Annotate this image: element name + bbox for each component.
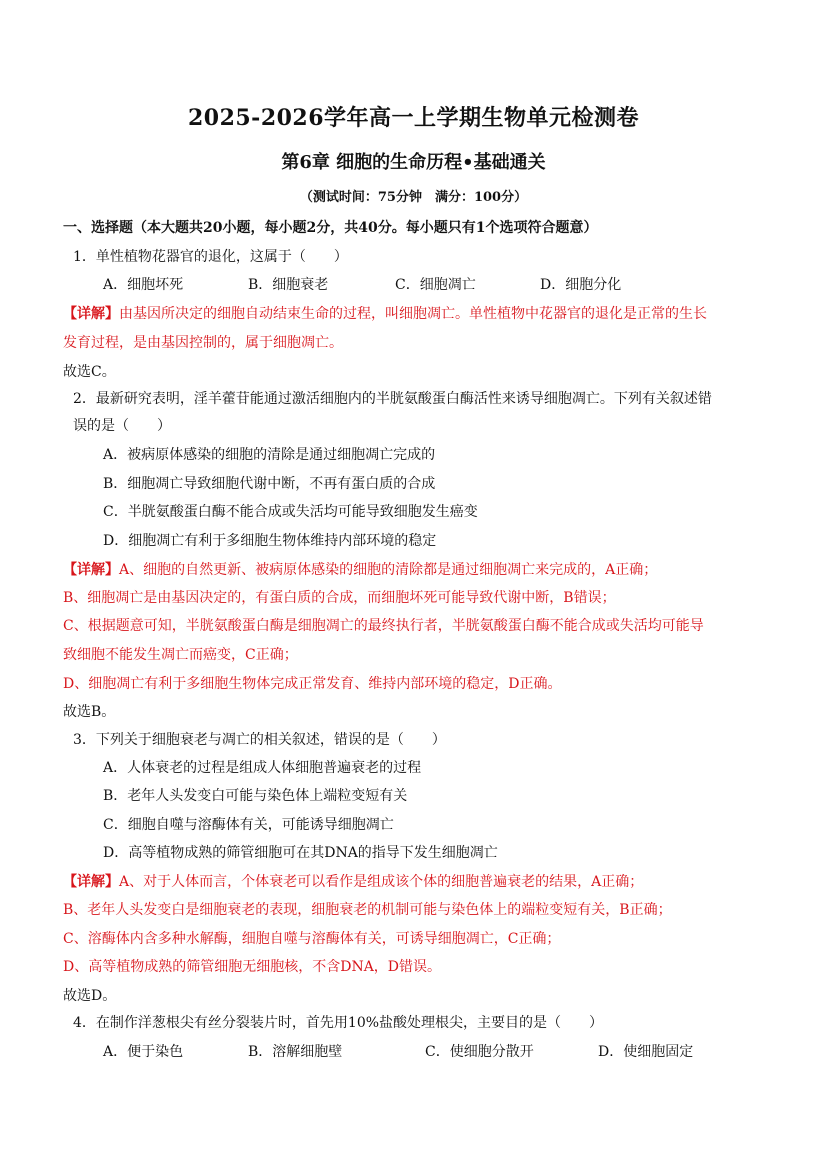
test-info: （测试时间：75分钟 满分：100分） [299, 190, 528, 205]
q1-stem: 1．单性植物花器官的退化，这属于（ ） [73, 249, 348, 265]
analysis-tag: 【详解】 [63, 562, 119, 578]
q3-option-b: B．老年人头发变白可能与染色体上端粒变短有关 [103, 788, 408, 804]
q4-option-a: A．便于染色 [103, 1044, 184, 1060]
q4-option-b: B．溶解细胞壁 [248, 1044, 343, 1060]
q3-answer: 故选D。 [63, 988, 117, 1004]
q3-analysis-line-3: C、溶酶体内含多种水解酶，细胞自噬与溶酶体有关，可诱导细胞凋亡，C正确； [63, 931, 561, 947]
analysis-tag: 【详解】 [63, 874, 119, 890]
q1-analysis-line-1: 【详解】由基因所决定的细胞自动结束生命的过程，叫细胞凋亡。单性植物中花器官的退化是正常的生长 [63, 306, 707, 322]
q1-option-a: A．细胞坏死 [103, 277, 184, 293]
analysis-tag: 【详解】 [63, 306, 119, 322]
q3-option-a: A．人体衰老的过程是组成人体细胞普遍衰老的过程 [103, 760, 422, 776]
q4-stem: 4．在制作洋葱根尖有丝分裂装片时，首先用10%盐酸处理根尖，主要目的是（ ） [73, 1015, 604, 1031]
section-heading: 一、选择题（本大题共20小题，每小题2分，共40分。每小题只有1个选项符合题意） [63, 220, 598, 236]
q2-option-d: D．细胞凋亡有利于多细胞生物体维持内部环境的稳定 [103, 533, 437, 549]
q2-analysis-line-3: C、根据题意可知，半胱氨酸蛋白酶是细胞凋亡的最终执行者，半胱氨酸蛋白酶不能合成或失活均可能导 [63, 618, 704, 634]
q1-option-d: D．细胞分化 [540, 277, 622, 293]
q2-analysis-line-1: 【详解】A、细胞的自然更新、被病原体感染的细胞的清除都是通过细胞凋亡来完成的，A正确； [63, 562, 658, 578]
q3-option-d: D．高等植物成熟的筛管细胞可在其DNA的指导下发生细胞凋亡 [103, 845, 498, 861]
q3-analysis-line-2: B、老年人头发变白是细胞衰老的表现，细胞衰老的机制可能与染色体上的端粒变短有关，B正确； [63, 902, 672, 918]
q3-option-c: C．细胞自噬与溶酶体有关，可能诱导细胞凋亡 [103, 817, 394, 833]
q2-option-a: A．被病原体感染的细胞的清除是通过细胞凋亡完成的 [103, 447, 436, 463]
q2-answer: 故选B。 [63, 704, 116, 720]
q4-option-c: C．使细胞分散开 [425, 1044, 534, 1060]
q1-answer: 故选C。 [63, 364, 116, 380]
q2-stem-line-2: 误的是（ ） [73, 418, 171, 434]
chapter-subtitle: 第6章 细胞的生命历程•基础通关 [281, 152, 546, 173]
q1-analysis-line-2: 发育过程，是由基因控制的，属于细胞凋亡。 [63, 335, 343, 351]
exam-title: 2025-2026学年高一上学期生物单元检测卷 [187, 105, 640, 131]
q3-analysis-line-4: D、高等植物成熟的筛管细胞无细胞核，不含DNA，D错误。 [63, 959, 442, 975]
q2-analysis-line-5: D、细胞凋亡有利于多细胞生物体完成正常发育、维持内部环境的稳定，D正确。 [63, 676, 562, 692]
q1-option-b: B．细胞衰老 [248, 277, 329, 293]
q2-analysis-line-2: B、细胞凋亡是由基因决定的，有蛋白质的合成，而细胞坏死可能导致代谢中断，B错误； [63, 590, 616, 606]
q2-analysis-line-4: 致细胞不能发生凋亡而癌变，C正确； [63, 647, 298, 663]
q2-stem-line-1: 2．最新研究表明，淫羊藿苷能通过激活细胞内的半胱氨酸蛋白酶活性来诱导细胞凋亡。下列有关叙述错 [73, 391, 712, 407]
q3-stem: 3．下列关于细胞衰老与凋亡的相关叙述，错误的是（ ） [73, 732, 446, 748]
q2-option-c: C．半胱氨酸蛋白酶不能合成或失活均可能导致细胞发生癌变 [103, 504, 478, 520]
q2-option-b: B．细胞凋亡导致细胞代谢中断，不再有蛋白质的合成 [103, 476, 436, 492]
q3-analysis-line-1: 【详解】A、对于人体而言，个体衰老可以看作是组成该个体的细胞普遍衰老的结果，A正确； [63, 874, 644, 890]
q4-option-d: D．使细胞固定 [598, 1044, 694, 1060]
q1-option-c: C．细胞凋亡 [395, 277, 476, 293]
